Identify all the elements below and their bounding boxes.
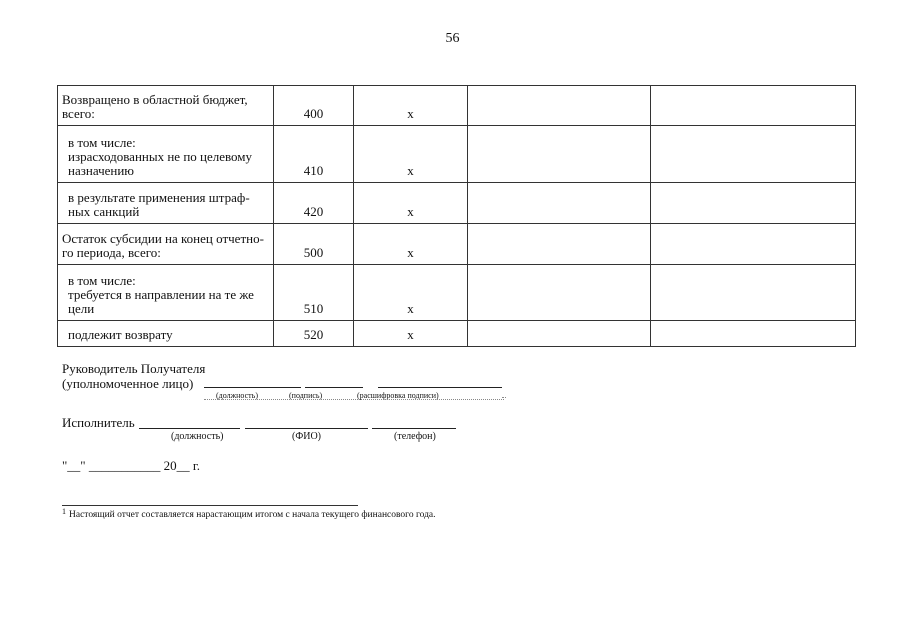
row-label-line: цели [68,301,95,316]
row-mark: х [354,86,468,126]
row-value-cell [468,224,651,265]
head-dot [502,397,506,398]
row-value-cell [468,86,651,126]
executor-caption-phone: (телефон) [394,431,436,442]
head-title-line2: (уполномоченное лицо) [62,376,194,391]
row-label-line: ных санкций [68,204,140,219]
table-row [58,321,856,347]
head-caption-rule [204,399,504,400]
head-signature-line [305,387,363,388]
head-title [62,361,205,391]
row-mark: х [354,224,468,265]
head-caption-position: (должность) [216,391,258,400]
report-table [57,85,856,347]
row-label [58,183,274,224]
head-title-line1: Руководитель Получателя [62,361,206,376]
row-label-line: в результате применения штраф- [68,190,250,205]
row-label-line: подлежит возврату [68,327,173,342]
row-code: 410 [274,126,354,183]
head-caption-signature: (подпись) [289,391,323,400]
row-label [58,224,274,265]
table-row [58,86,856,126]
table-row [58,183,856,224]
row-label-line: в том числе: [68,273,136,288]
page-number: 56 [445,31,460,46]
row-mark: х [354,265,468,321]
footnote-text: Настоящий отчет составляется нарастающим итогом с начала текущего финансового года. [69,510,436,520]
row-value-cell [651,224,856,265]
row-label-line: всего: [62,106,95,121]
row-code: 510 [274,265,354,321]
row-mark: х [354,126,468,183]
row-value-cell [468,183,651,224]
table-row [58,126,856,183]
row-value-cell [468,321,651,347]
head-name-line [378,387,502,388]
row-label-line: назначению [68,163,135,178]
footnote-rule [62,505,358,506]
row-label-line: требуется в направлении на те же [68,287,254,302]
row-label-line: Остаток субсидии на конец отчетно- [62,231,264,246]
row-mark: х [354,183,468,224]
row-label [58,86,274,126]
executor-phone-line [372,428,456,429]
row-value-cell [651,183,856,224]
executor-caption-name: (ФИО) [292,431,322,442]
table-row [58,265,856,321]
row-code: 420 [274,183,354,224]
row-label-line: Возвращено в областной бюджет, [62,92,248,107]
row-code: 400 [274,86,354,126]
executor-label: Исполнитель [62,415,135,430]
head-position-line [204,387,301,388]
row-label-line: израсходованных не по целевому [68,149,253,164]
table-row [58,224,856,265]
row-label-line: в том числе: [68,135,136,150]
head-caption-name: (расшифровка подписи) [357,391,439,400]
row-value-cell [651,86,856,126]
row-value-cell [651,265,856,321]
row-label-line: го периода, всего: [62,245,161,260]
row-value-cell [651,126,856,183]
row-code: 500 [274,224,354,265]
row-label [58,265,274,321]
row-label [58,321,274,347]
row-value-cell [651,321,856,347]
footnote-marker: 1 [62,507,66,516]
row-code: 520 [274,321,354,347]
date-line: "__" ___________ 20__ г. [62,458,200,473]
footnote [62,509,436,521]
row-value-cell [468,265,651,321]
row-label [58,126,274,183]
executor-caption-position: (должность) [171,431,224,442]
row-mark: х [354,321,468,347]
row-value-cell [468,126,651,183]
executor-name-line [245,428,368,429]
executor-position-line [139,428,240,429]
